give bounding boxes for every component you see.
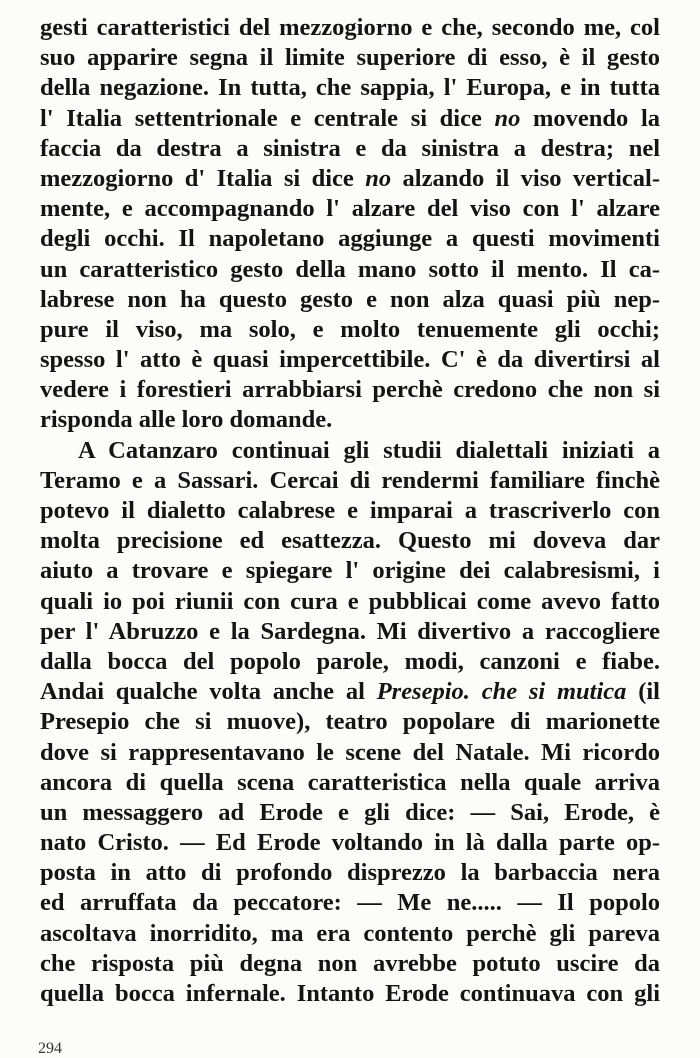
- text-line: Presepio che si muove), teatro popolare di marionette: [40, 708, 660, 736]
- text-line: A Catanzaro continuai gli studii dialettali iniziati a: [78, 436, 660, 464]
- text-line: faccia da destra a sinistra e da sinistra a destra; nel: [40, 134, 660, 162]
- text-line: per l' Abruzzo e la Sardegna. Mi divertivo a raccogliere: [40, 617, 660, 645]
- italic-word: no: [494, 104, 521, 132]
- text-line: potevo il dialetto calabrese e imparai a trascriverlo con: [40, 497, 660, 524]
- text-line: molta precisione ed esattezza. Questo mi doveva dar: [40, 527, 660, 555]
- text-line: ascoltava inorridito, ma era contento perchè gli pareva: [40, 919, 660, 947]
- text-line: [40, 677, 660, 707]
- text-line: labrese non ha questo gesto e non alza quasi più nep-: [40, 285, 660, 313]
- text-line: un caratteristico gesto della mano sotto il mento. Il ca-: [40, 255, 660, 283]
- text-line: che risposta più degna non avrebbe potuto uscire da: [40, 949, 660, 977]
- text-line: un messaggero ad Erode e gli dice: — Sai, Erode, è: [40, 798, 660, 826]
- text-line: [40, 164, 660, 194]
- text-line: Teramo e a Sassari. Cercai di rendermi familiare finchè: [40, 466, 660, 494]
- book-page-text: [40, 13, 660, 1009]
- text-line: della negazione. In tutta, che sappia, l' Europa, e in tutta: [40, 74, 660, 102]
- line-segment: alzando il viso vertical-: [391, 164, 660, 192]
- line-segment: l' Italia settentrionale e centrale si dice: [40, 104, 495, 132]
- paragraph: [40, 436, 660, 1010]
- text-line: gesti caratteristici del mezzogiorno e che, secondo me, col: [40, 14, 660, 41]
- italic-word: no: [365, 164, 392, 192]
- page-number: 294: [38, 1040, 62, 1057]
- line-segment: (il: [626, 678, 660, 706]
- text-line: dove si rappresentavano le scene del Natale. Mi ricordo: [40, 738, 660, 766]
- text-line: aiuto a trovare e spiegare l' origine dei calabresismi, i: [40, 557, 660, 585]
- text-line: posta in atto di profondo disprezzo la barbaccia nera: [40, 859, 660, 887]
- text-line: degli occhi. Il napoletano aggiunge a questi movimenti: [40, 225, 660, 253]
- text-line: quali io poi riunii con cura e pubblicai come avevo fatto: [40, 587, 660, 615]
- text-line: pure il viso, ma solo, e molto tenuemente gli occhi;: [40, 315, 660, 343]
- paragraph: [40, 13, 660, 436]
- line-segment: mezzogiorno d' Italia si dice: [40, 164, 366, 192]
- text-line: quella bocca infernale. Intanto Erode continuava con gli: [40, 980, 660, 1007]
- text-line: spesso l' atto è quasi impercettibile. C' è da divertirsi al: [40, 346, 660, 374]
- text-line: suo apparire segna il limite superiore di esso, è il gesto: [40, 44, 660, 72]
- line-segment: movendo la: [520, 104, 661, 132]
- line-segment: Andai qualche volta anche al: [40, 678, 377, 706]
- text-line: vedere i forestieri arrabbiarsi perchè credono che non si: [40, 376, 660, 404]
- text-line: [40, 104, 660, 134]
- text-line: ed arruffata da peccatore: — Me ne..... — Il popolo: [40, 889, 660, 917]
- text-line: risponda alle loro domande.: [40, 406, 333, 434]
- text-line: nato Cristo. — Ed Erode voltando in là dalla parte op-: [40, 829, 660, 857]
- italic-title: Presepio. che si mutica: [376, 678, 627, 706]
- text-line: mente, e accompagnando l' alzare del viso con l' alzare: [40, 195, 660, 223]
- text-line: ancora di quella scena caratteristica nella quale arriva: [40, 768, 660, 796]
- text-line: dalla bocca del popolo parole, modi, canzoni e fiabe.: [40, 647, 660, 675]
